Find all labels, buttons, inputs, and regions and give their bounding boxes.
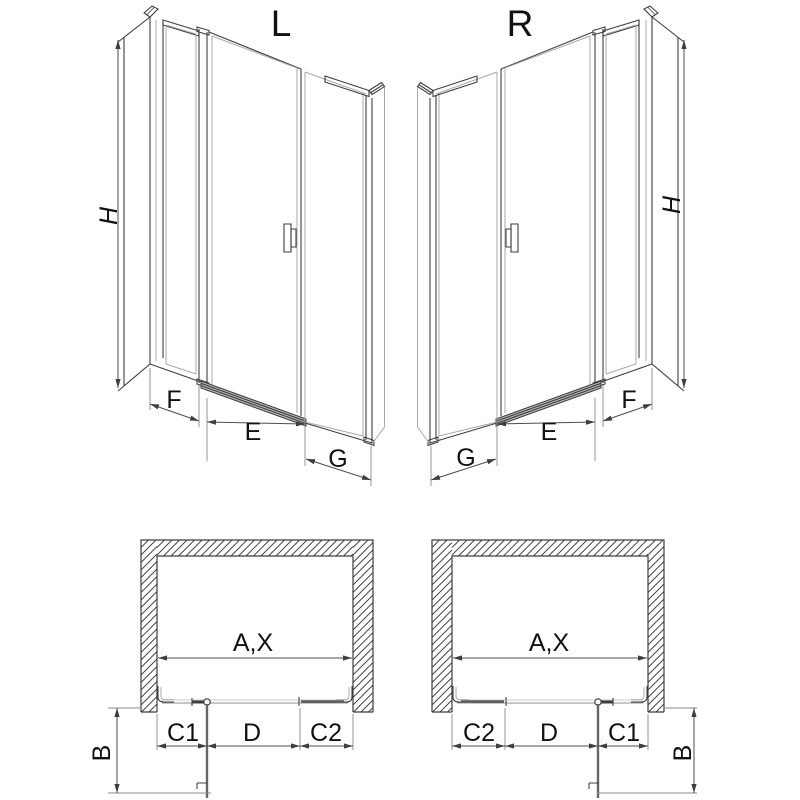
dim-label-fixed-near-right: F: [621, 386, 637, 414]
far-wall-edge: [372, 87, 385, 444]
dim-label-c1-right-plan: C1: [608, 719, 640, 747]
fixed-panel-near-wall: [150, 20, 201, 382]
right-wall-hatch-area: [648, 540, 664, 712]
plan-view-left: [108, 540, 373, 798]
dim-label-c2-right-plan: C2: [463, 719, 495, 747]
dim-label-door-left: E: [244, 418, 262, 446]
dim-label-c1-left-plan: C1: [167, 719, 199, 747]
view-title-right: R: [506, 3, 534, 44]
dim-label-height-right: H: [658, 195, 686, 215]
dim-label-c2-left-plan: C2: [310, 719, 342, 747]
door-panel: [201, 32, 306, 426]
dim-label-door-right-plan: D: [539, 719, 559, 747]
dim-label-fixed-near-left: F: [166, 386, 182, 414]
dim-label-door-right: E: [540, 418, 558, 446]
dim-label-width-left-plan: A,X: [232, 629, 274, 657]
dim-label-height-left: H: [95, 206, 123, 226]
niche-walls-outline: [432, 540, 664, 712]
perspective-view-right: [418, 6, 687, 486]
right-wall-hatch-area: [353, 540, 373, 712]
dim-label-depth-right-plan: B: [669, 744, 697, 762]
perspective-view-left: [115, 6, 384, 486]
dim-label-depth-left-plan: B: [88, 744, 116, 762]
plan-view-right: [432, 540, 697, 798]
open-door-handle: [197, 783, 207, 789]
door-handle: [284, 224, 291, 252]
dim-label-width-right-plan: A,X: [528, 629, 570, 657]
top-support-bracket: [325, 76, 369, 97]
dim-label-fixed-far-left: G: [328, 445, 348, 473]
door-handle-grip: [291, 229, 296, 247]
niche-walls-outline: [141, 540, 373, 712]
fixed-panel-far: [305, 72, 385, 446]
left-wall-hatch-area: [141, 540, 157, 712]
hinge-post: [197, 27, 209, 388]
dim-label-door-left-plan: D: [242, 719, 262, 747]
dim-label-fixed-far-right: G: [456, 444, 476, 472]
left-wall-hatch-area: [432, 540, 452, 712]
view-title-left: L: [270, 3, 292, 44]
